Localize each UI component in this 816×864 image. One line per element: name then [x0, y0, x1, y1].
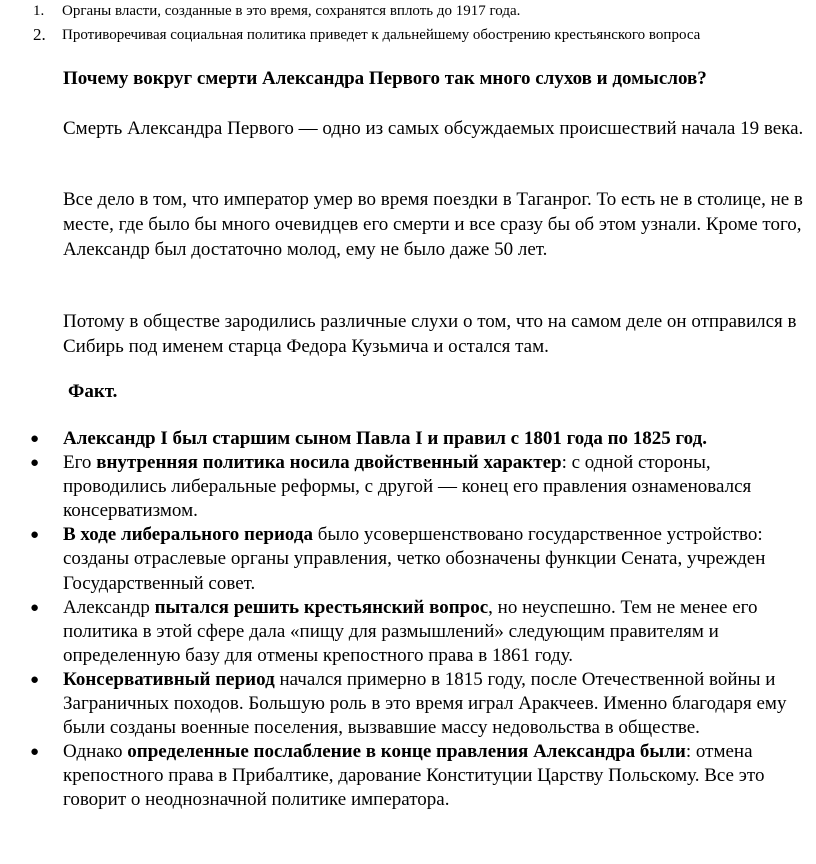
- bullet-text-bold: внутренняя политика носила двойственный характер: [96, 452, 562, 474]
- bullet-text-bold: пытался решить крестьянский вопрос: [154, 596, 489, 618]
- bullet-text-bold: определенные послабление в конце правления Александра были: [127, 741, 686, 763]
- bullet-item-2: [0, 451, 808, 523]
- paragraph-3: Потому в обществе зародились различные слухи о том, что на самом деле он отправился в Сибирь под именем старца Федора Кузьмича и остался там.: [63, 311, 797, 357]
- list-text: Противоречивая социальная политика приведет к дальнейшему обострению крестьянского вопроса: [62, 27, 701, 43]
- bullet-text-bold: Александр I был старшим сыном Павла I и правил с 1801 года по 1825 год.: [63, 428, 707, 449]
- list-text: Органы власти, созданные в это время, сохранятся вплоть до 1917 года.: [62, 3, 521, 19]
- bullet-text-post: : с одной стороны, проводились либеральные реформы, с другой — конец его правления ознаменовался консерватизмом.: [63, 452, 752, 522]
- bullet-item-6: [0, 740, 808, 812]
- paragraph-1: Смерть Александра Первого — одно из самых обсуждаемых происшествий начала 19 века.: [63, 118, 804, 139]
- bullet-item-5: [0, 668, 808, 740]
- bullet-text-pre: Его: [63, 452, 97, 474]
- bullet-marker: ●: [30, 455, 40, 472]
- bullet-marker: ●: [30, 671, 40, 688]
- bullet-text-post: : отмена крепостного права в Прибалтике, дарование Конституции Царству Польскому. Все это говорит о неоднозначной политике императора.: [63, 741, 765, 811]
- paragraph-2: Все дело в том, что император умер во время поездки в Таганрог. То есть не в столице, не в месте, где было бы много очевидцев его смерти и все сразу бы об этом узнали. Кроме того, Александр был достаточно молод, ему не было даже 50 лет.: [63, 189, 803, 260]
- bullet-text-post: было усовершенствовано государственное устройство: созданы отраслевые органы управления, четко обозначены функции Сената, учрежден Государственный совет.: [63, 524, 766, 594]
- fact-title: Факт.: [68, 381, 118, 402]
- bullet-item-4: [0, 596, 808, 668]
- bullet-text-bold: В ходе либерального периода: [63, 524, 313, 546]
- bullet-text-pre: Однако: [63, 741, 128, 763]
- bullet-item-1: [0, 427, 808, 451]
- bullet-text-bold: Консервативный период: [63, 668, 275, 690]
- bullet-marker: ●: [30, 744, 40, 761]
- bullet-marker: ●: [30, 431, 40, 447]
- bullet-text-post: начался примерно в 1815 году, после Отечественной войны и Заграничных походов. Большую роль в это время играл Аракчеев. Именно благодаря ему были созданы военные поселения, вызвавшие массу недовольства в обществе.: [63, 668, 787, 739]
- bullet-item-3: [0, 523, 808, 595]
- bullet-marker: ●: [30, 527, 40, 544]
- list-number: 1.: [33, 3, 45, 19]
- bullet-text-pre: Александр: [63, 596, 155, 618]
- section-heading: Почему вокруг смерти Александра Первого так много слухов и домыслов?: [63, 68, 707, 89]
- list-number: 2.: [33, 25, 46, 44]
- bullet-marker: ●: [30, 599, 40, 616]
- fact-bullet-list: [0, 427, 816, 813]
- bullet-text-post: , но неуспешно. Тем не менее его политика в этой сфере дала «пищу для размышлений» следующим правителям и определенную базу для отмены крепостного права в 1861 году.: [63, 596, 758, 666]
